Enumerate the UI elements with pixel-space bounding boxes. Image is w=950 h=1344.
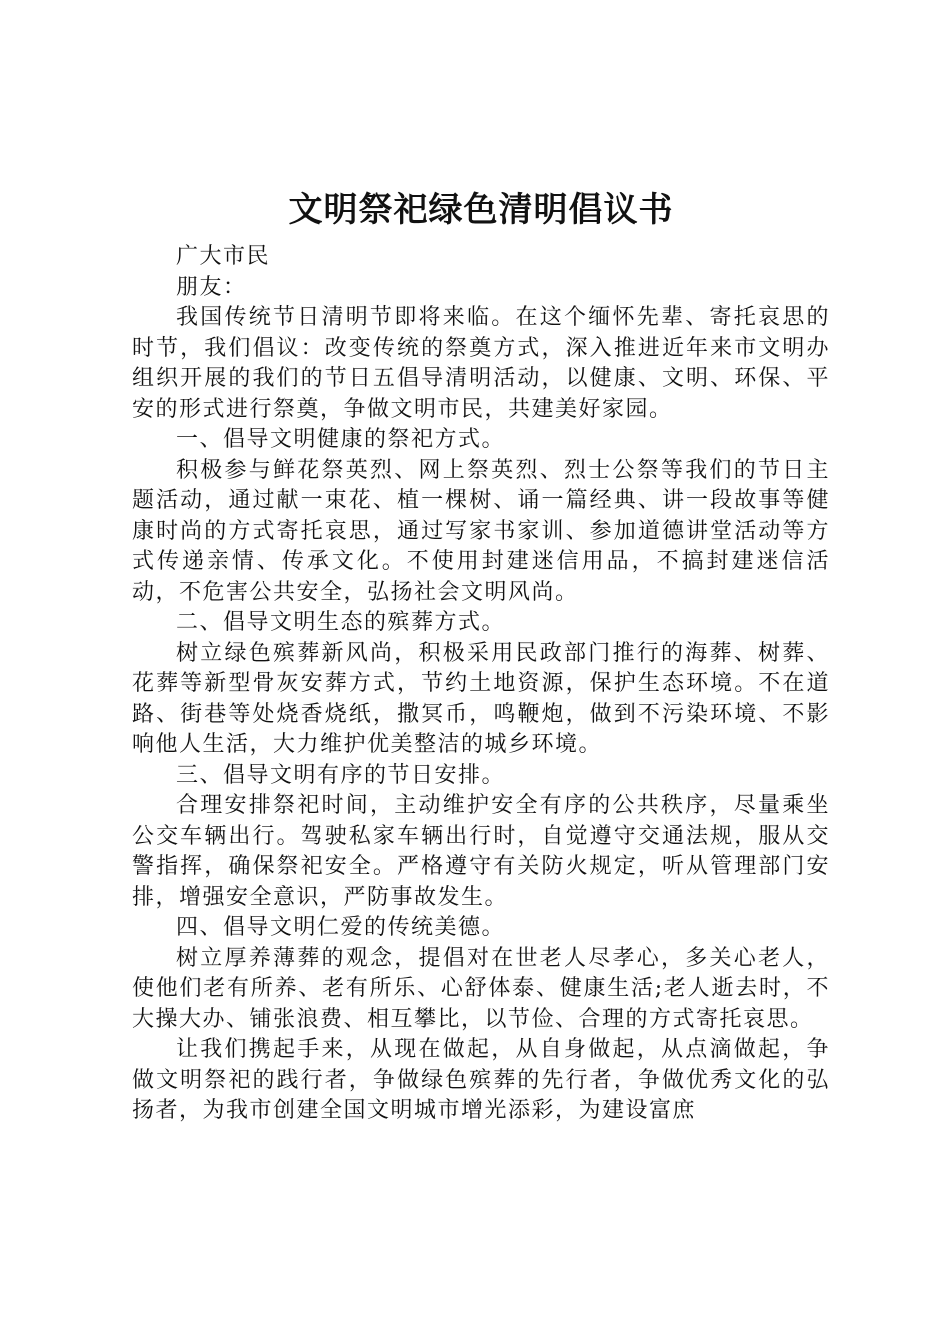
document-title: 文明祭祀绿色清明倡议书 xyxy=(288,190,674,230)
section-paragraph-4: 树立厚养薄葬的观念，提倡对在世老人尽孝心，多关心老人，使他们老有所养、老有所乐、心舒体泰、健康生活;老人逝去时，不大操大办、铺张浪费、相互攀比，以节俭、合理的方式寄托哀思。 xyxy=(132,945,830,1032)
document-body xyxy=(132,188,830,1127)
section-paragraph-3: 合理安排祭祀时间，主动维护安全有序的公共秩序，尽量乘坐公交车辆出行。驾驶私家车辆出行时，自觉遵守交通法规，服从交警指挥，确保祭祀安全。严格遵守有关防火规定，听从管理部门安排，增强安全意识，严防事故发生。 xyxy=(132,793,830,910)
section-heading-2: 二、倡导文明生态的殡葬方式。 xyxy=(176,610,506,635)
closing-paragraph: 让我们携起手来，从现在做起，从自身做起，从点滴做起，争做文明祭祀的践行者，争做绿色殡葬的先行者，争做优秀文化的弘扬者，为我市创建全国文明城市增光添彩，为建设富庶 xyxy=(132,1037,830,1123)
section-heading-4: 四、倡导文明仁爱的传统美德。 xyxy=(176,915,506,940)
section-heading-3: 三、倡导文明有序的节日安排。 xyxy=(176,762,506,788)
salutation-line: 朋友： xyxy=(176,274,247,300)
salutation-line: 广大市民 xyxy=(176,244,271,269)
section-heading-1: 一、倡导文明健康的祭祀方式。 xyxy=(176,427,506,452)
section-paragraph-2: 树立绿色殡葬新风尚，积极采用民政部门推行的海葬、树葬、花葬等新型骨灰安葬方式，节约土地资源，保护生态环境。不在道路、街巷等处烧香烧纸，撒冥币，鸣鞭炮，做到不污染环境、不影响他人生活，大力维护优美整洁的城乡环境。 xyxy=(132,640,830,757)
section-paragraph-1: 积极参与鲜花祭英烈、网上祭英烈、烈士公祭等我们的节日主题活动，通过献一束花、植一棵树、诵一篇经典、讲一段故事等健康时尚的方式寄托哀思，通过写家书家训、参加道德讲堂活动等方式传递亲情、传承文化。不使用封建迷信用品，不搞封建迷信活动，不危害公共安全，弘扬社会文明风尚。 xyxy=(132,457,830,605)
intro-paragraph: 我国传统节日清明节即将来临。在这个缅怀先辈、寄托哀思的时节，我们倡议：改变传统的祭奠方式，深入推进近年来市文明办组织开展的我们的节日五倡导清明活动，以健康、文明、环保、平安的形式进行祭奠，争做文明市民，共建美好家园。 xyxy=(132,305,830,422)
